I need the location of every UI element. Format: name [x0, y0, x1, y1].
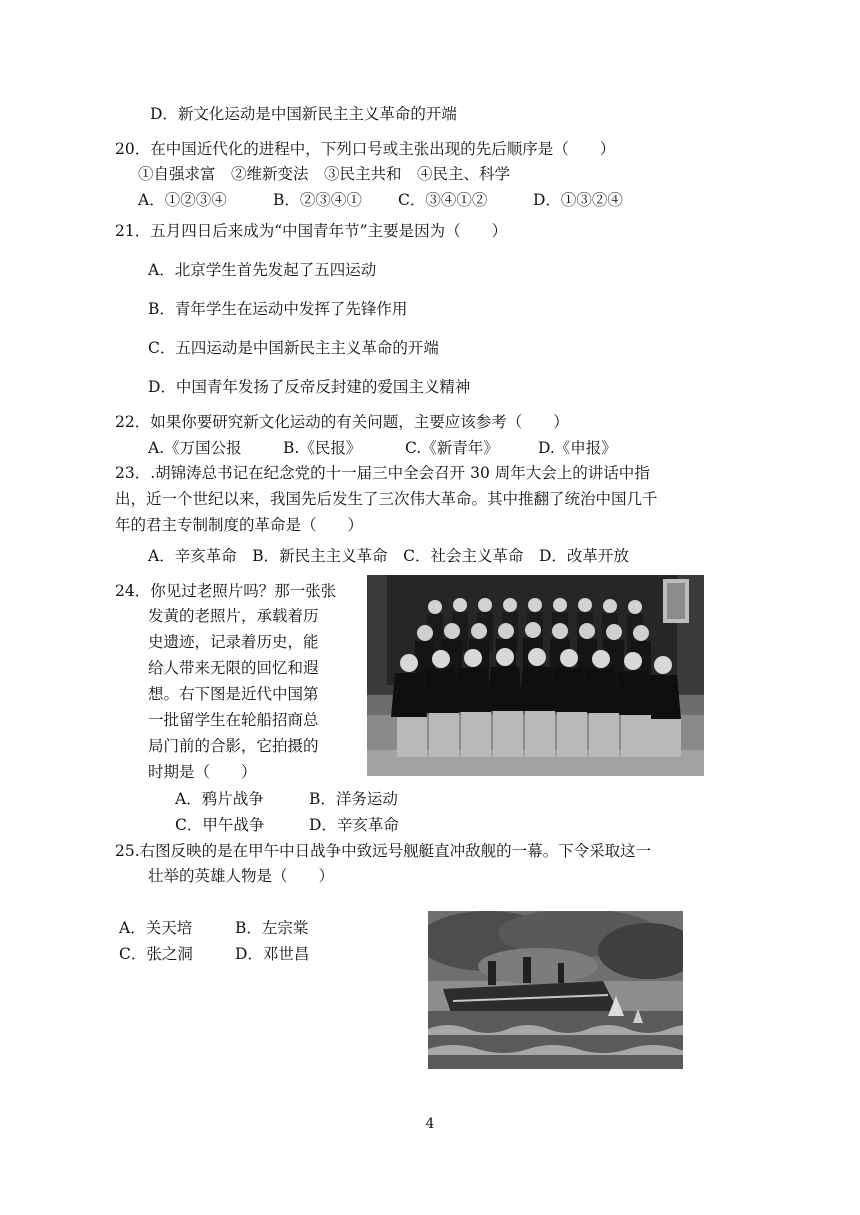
q24-stem-line6: 一批留学生在轮船招商总	[148, 711, 319, 729]
page-number: 4	[425, 1116, 435, 1132]
q25-option-a: A．关天培	[119, 919, 193, 937]
q22-option-d: D.《申报》	[538, 439, 617, 457]
q23-stem-line1: 23．.胡锦涛总书记在纪念党的十一届三中全会召开 30 周年大会上的讲话中指	[115, 464, 650, 482]
q21-option-a: A．北京学生首先发起了五四运动	[148, 261, 377, 279]
q19-option-d: D．新文化运动是中国新民主主义革命的开端	[150, 105, 457, 123]
q24-stem-line4: 给人带来无限的回忆和遐	[148, 659, 319, 677]
q23-stem-line3: 年的君主专制制度的革命是（ ）	[115, 516, 364, 534]
q22-option-c: C.《新青年》	[405, 439, 499, 457]
q22-option-b: B.《民报》	[283, 439, 362, 457]
q24-stem-line8: 时期是（ ）	[148, 763, 257, 781]
q21-option-d: D．中国青年发扬了反帝反封建的爱国主义精神	[148, 378, 471, 396]
q21-option-b: B．青年学生在运动中发挥了先锋作用	[148, 300, 408, 318]
q24-stem-line1: 24．你见过老照片吗？那一张张	[115, 582, 337, 600]
q25-option-c: C．张之洞	[119, 945, 193, 963]
q25-stem-line1: 25.右图反映的是在甲午中日战争中致远号舰艇直冲敌舰的一幕。下令采取这一	[115, 842, 652, 860]
q24-stem-line7: 局门前的合影，它拍摄的	[148, 737, 319, 755]
q24-option-d: D．辛亥革命	[309, 816, 399, 834]
q24-stem-line3: 史遗迹，记录着历史，能	[148, 633, 319, 651]
warship-painting	[428, 911, 683, 1069]
q20-stem: 20．在中国近代化的进程中，下列口号或主张出现的先后顺序是（ ）	[115, 140, 616, 158]
q22-stem: 22．如果你要研究新文化运动的有关问题，主要应该参考（ ）	[115, 413, 569, 431]
q24-option-a: A．鸦片战争	[175, 790, 264, 808]
q20-option-d: D．①③②④	[533, 191, 623, 209]
q25-option-b: B．左宗棠	[235, 919, 309, 937]
q25-stem-line2: 壮举的英雄人物是（ ）	[148, 867, 335, 885]
q22-option-a: A.《万国公报	[148, 439, 242, 457]
student-group-photo	[367, 575, 704, 776]
q23-options: A．辛亥革命 B．新民主主义革命 C．社会主义革命 D．改革开放	[148, 547, 629, 565]
q21-option-c: C．五四运动是中国新民主主义革命的开端	[148, 339, 439, 357]
q24-option-c: C．甲午战争	[175, 816, 265, 834]
q20-option-c: C．③④①②	[398, 191, 488, 209]
q20-option-b: B．②③④①	[273, 191, 362, 209]
q20-option-a: A．①②③④	[138, 191, 227, 209]
q23-stem-line2: 出，近一个世纪以来，我国先后发生了三次伟大革命。其中推翻了统治中国几千	[115, 490, 658, 508]
q25-option-d: D．邓世昌	[235, 945, 310, 963]
q24-stem-line2: 发黄的老照片，承载着历	[148, 607, 319, 625]
q20-items: ①自强求富 ②维新变法 ③民主共和 ④民主、科学	[138, 165, 511, 183]
q24-option-b: B．洋务运动	[309, 790, 398, 808]
q24-stem-line5: 想。右下图是近代中国第	[148, 685, 319, 703]
q21-stem: 21．五月四日后来成为“中国青年节”主要是因为（ ）	[115, 222, 508, 240]
